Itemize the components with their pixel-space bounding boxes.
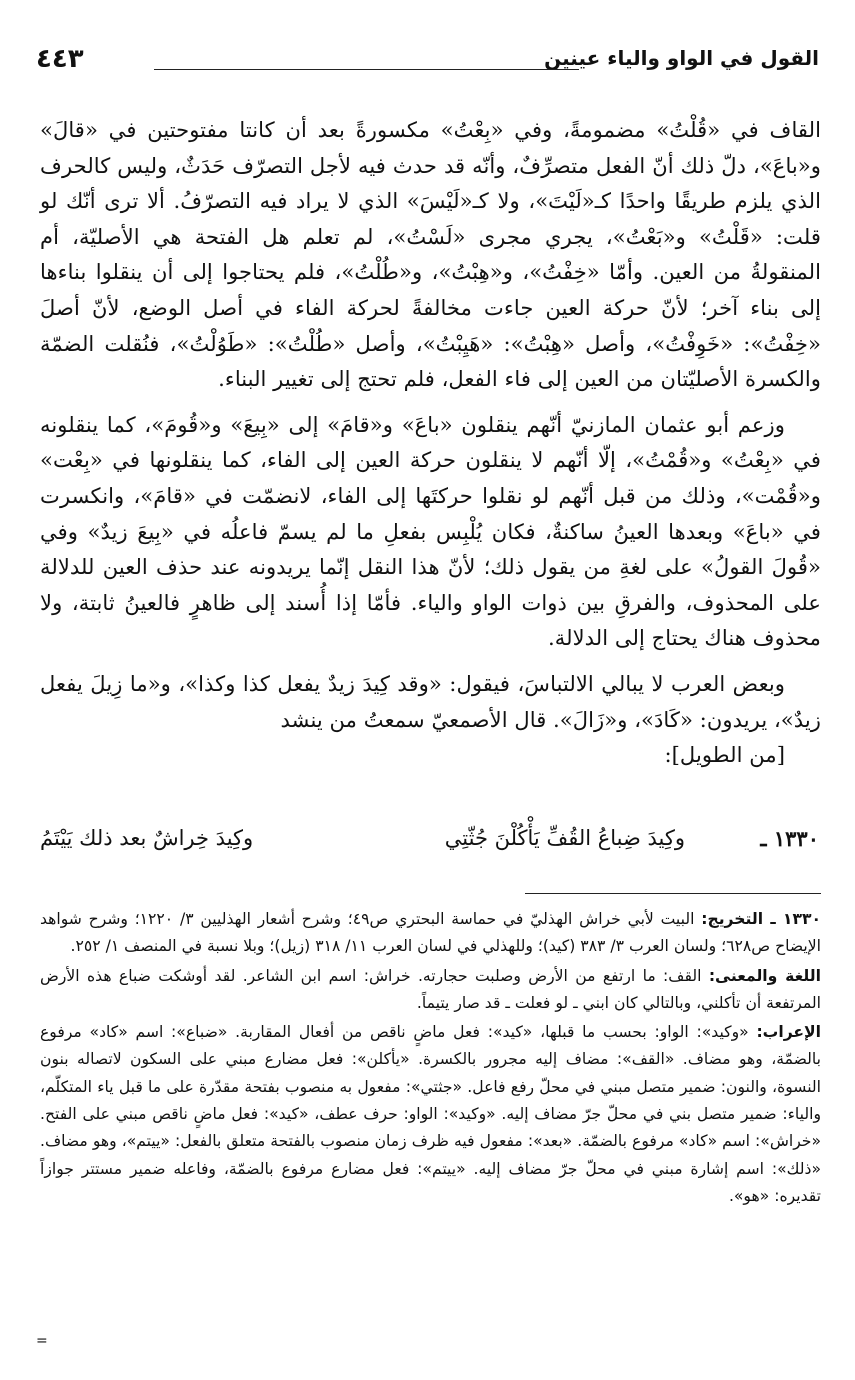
verse-second-hemistich: وكِيدَ خِراشٌ بعد ذلك يَيْتَمُ bbox=[40, 826, 254, 850]
paragraph-2: وزعم أبو عثمان المازنيّ أنّهم ينقلون «باعَ» و«قامَ» إلى «بِيعَ» و«قُومَ»، كما ينقلونه في «بِعْتُ» و«قُمْتُ»، إلّا أنّهم لا ينقلون حركة العين إلى الفاء، كما ينقلونها في «بِعْت» و«قُمْت»، وذلك من قبل أنّهم لو نقلوا حركتَها إلى الفاء، لانضمّت في «قامَ»، وانكسرت في «باعَ» وبعدها العينُ ساكنةٌ، فكان يُلْبِس بفعلِ ما لم يسمّ فاعلُه في «بِيعَ زيدٌ» وفي «قُولَ القولُ» على لغةِ من يقول ذلك؛ لأنّ هذا النقل إنّما يريدونه عند حذف العين للدلالة على المحذوف، والفرقِ بين ذوات الواو والياء. فأمّا إذا أُسند إلى ظاهرٍ فالعينُ ثابتة، ولا محذوف هناك يحتاج إلى الدلالة. bbox=[40, 411, 821, 651]
takhrij-label: ١٣٣٠ ـ التخريج: bbox=[701, 910, 821, 928]
paragraph-3-text: وبعض العرب لا يبالي الالتباسَ، فيقول: «وقد كِيدَ زيدٌ يفعل كذا وكذا»، و«ما زِيلَ يفعل زيدٌ»، يريدون: «كَادَ»، و«زَالَ». قال الأصمعيّ سمعتُ من ينشد bbox=[40, 670, 821, 732]
page-number: ٤٤٣ bbox=[36, 44, 84, 74]
main-text bbox=[40, 112, 821, 773]
verse-first-hemistich: وكِيدَ ضِباعُ القُفِّ يَأْكُلْنَ جُثّتِي bbox=[444, 826, 685, 850]
takhrij-text: البيت لأبي خراش الهذليّ في حماسة البحتري ص٤٩؛ وشرح أشعار الهذليين ٣/ ١٢٢٠؛ وشرح شواهد الإيضاح ص٦٢٨؛ ولسان العرب ٣/ ٣٨٣ (كيد)؛ وللهذلي في لسان العرب ١١/ ٣١٨ (زيل)؛ وبلا نسبة في المنصف ١/ ٢٥٢. bbox=[40, 910, 821, 956]
footnote-irab bbox=[40, 1019, 821, 1210]
running-header bbox=[36, 44, 819, 80]
verse-number: ١٣٣٠ ـ bbox=[760, 826, 819, 851]
footnote-lugha bbox=[40, 963, 821, 1018]
footnotes bbox=[40, 906, 821, 1210]
continuation-mark: = bbox=[36, 1333, 48, 1349]
paragraph-1: القاف في «قُلْتُ» مضمومةً، وفي «بِعْتُ» مكسورةً بعد أن كانتا مفتوحتين في «قالَ» و«باعَ»، دلّ ذلك أنّ الفعل متصرِّفٌ، وأنّه قد حدث فيه لأجل التصرّف حَدَثٌ، وليس كالحرف الذي يلزم طريقًا واحدًا كـ«لَيْتَ»، ولا كـ«لَيْسَ» الذي لا يراد فيه التصرّفُ. ألا ترى أنّك لو قلت: «قَلْتُ» و«بَعْتُ»، يجري مجرى «لَسْتُ»، لم تعلم هل الفتحة هي الأصليّة، أم المنقولةُ من العين. وأمّا «خِفْتُ»، و«هِبْتُ»، و«طُلْتُ»، فلم يحتاجوا إلى أن ينقلوا بناءها إلى بناء آخر؛ لأنّ حركة العين جاءت مخالفةً لحركة الفاء في أصل الوضع، لأنّ أصلَ «خِفْتُ»: «خَوِفْتُ»، وأصل «هِبْتُ»: «هَيِبْتُ»، وأصل «طُلْتُ»: «طَوُلْتُ»، فنُقلت الضمّة والكسرة الأصليّتان من العين إلى فاء الفعل، فلم تحتج إلى تغيير البناء. bbox=[40, 117, 821, 392]
footnote-separator bbox=[525, 893, 821, 894]
meter-label: [من الطويل]: bbox=[664, 742, 785, 768]
poetry-verse bbox=[40, 826, 819, 870]
footnote-takhrij bbox=[40, 906, 821, 961]
lugha-label: اللغة والمعنى: bbox=[708, 966, 822, 985]
paragraph-3 bbox=[40, 666, 821, 773]
irab-text: «وكيد»: الواو: بحسب ما قبلها، «كيد»: فعل ماضٍ ناقص من أفعال المقاربة. «ضباع»: اسم «كاد» مرفوع بالضمّة، وهو مضاف. «القف»: مضاف إليه مجرور بالكسرة. «يأكلن»: فعل مضارع مبني على السكون لاتصاله بنون النسوة، والنون: ضمير متصل مبني في محلّ رفع فاعل. «جثتي»: مفعول به منصوب بفتحة مقدّرة على ما قبل ياء المتكلّم، والياء: ضمير متصل بني في محلّ جرّ مضاف إليه. «وكيد»: الواو: حرف عطف، «كيد»: فعل ماضٍ ناقص مبني على الفتح. «خراش»: اسم «كاد» مرفوع بالضمّة. «بعد»: مفعول فيه ظرف زمان منصوب بالفتحة متعلق بالفعل: «ييتم»، وهو مضاف. «ذلك»: اسم إشارة مبني في محلّ جرّ مضاف إليه. «ييتم»: فعل مضارع مرفوع بالضمّة، وفاعله ضمير مستتر جوازاً تقديره: «هو». bbox=[40, 1023, 821, 1205]
chapter-title: القول في الواو والياء عينين bbox=[544, 46, 819, 70]
lugha-text: القف: ما ارتفع من الأرض وصلبت حجارته. خراش: اسم ابن الشاعر. لقد أوشكت ضباع هذه الأرض المرتفعة أن تأكلني، وبالتالي كان ابني ـ لو فعلت ـ قد صار يتيماً. bbox=[40, 966, 821, 1012]
irab-label: الإعراب: bbox=[756, 1023, 821, 1042]
header-rule bbox=[154, 69, 579, 70]
